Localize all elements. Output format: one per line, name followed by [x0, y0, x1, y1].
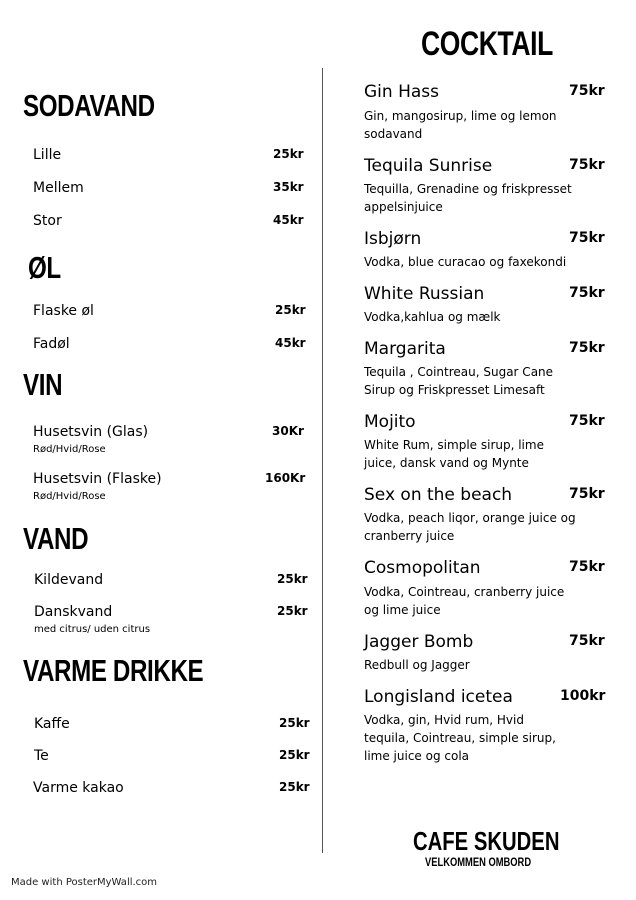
menu-item-price: 45kr — [273, 213, 304, 227]
menu-item-subtext: med citrus/ uden citrus — [34, 624, 151, 635]
menu-item-subtext: Rød/Hvid/Rose — [33, 444, 106, 455]
cocktail-price: 75kr — [569, 413, 605, 429]
cocktail-description: Tequilla, Grenadine og friskpresset appelsinjuice — [364, 182, 572, 214]
cocktail-price: 75kr — [569, 157, 605, 173]
menu-item-price: 30Kr — [272, 424, 304, 438]
menu-item-name: Kildevand — [34, 572, 104, 588]
menu-item-price: 25kr — [277, 572, 308, 586]
cocktail-name: Cosmopolitan — [364, 558, 481, 578]
cocktail-price: 75kr — [569, 559, 605, 575]
menu-item-name: Te — [34, 748, 49, 764]
section-heading-vand: VAND — [23, 521, 89, 556]
menu-item-name: Kaffe — [34, 716, 70, 732]
section-heading-cocktail: COCKTAIL — [421, 25, 553, 63]
menu-item-price: 35kr — [273, 180, 304, 194]
cocktail-price: 100kr — [560, 688, 606, 704]
menu-item-price: 25kr — [273, 147, 304, 161]
menu-item-subtext: Rød/Hvid/Rose — [33, 491, 106, 502]
menu-item-name: Lille — [33, 147, 62, 163]
cocktail-name: Gin Hass — [364, 82, 439, 102]
cocktail-name: Jagger Bomb — [364, 632, 474, 652]
cocktail-description: Tequila , Cointreau, Sugar Cane Sirup og Friskpresset Limesaft — [364, 365, 554, 397]
menu-item-name: Mellem — [33, 180, 84, 196]
cocktail-description: Vodka, Cointreau, cranberry juice og lime juice — [364, 585, 565, 617]
cocktail-name: Longisland icetea — [364, 687, 513, 707]
menu-item-price: 25kr — [279, 748, 310, 762]
cocktail-description: Redbull og Jagger — [364, 658, 470, 672]
cocktail-name: White Russian — [364, 284, 485, 304]
cocktail-description: Gin, mangosirup, lime og lemon sodavand — [364, 109, 557, 141]
menu-item-price: 160Kr — [265, 471, 306, 485]
cocktail-name: Sex on the beach — [364, 485, 513, 505]
menu-item-name: Husetsvin (Glas) — [33, 424, 149, 440]
menu-item-name: Danskvand — [34, 604, 113, 620]
cocktail-name: Isbjørn — [364, 229, 422, 249]
cocktail-description: Vodka, peach liqor, orange juice og cranberry juice — [364, 511, 576, 543]
cocktail-name: Tequila Sunrise — [364, 156, 493, 176]
menu-item-name: Stor — [33, 213, 62, 229]
brand-name: CAFE SKUDEN — [413, 826, 560, 856]
cocktail-price: 75kr — [569, 230, 605, 246]
menu-item-name: Husetsvin (Flaske) — [33, 471, 162, 487]
cocktail-description: White Rum, simple sirup, lime juice, dansk vand og Mynte — [364, 438, 544, 470]
cocktail-name: Margarita — [364, 339, 446, 359]
menu-item-name: Varme kakao — [33, 780, 124, 796]
menu-item-name: Flaske øl — [33, 303, 94, 319]
cocktail-price: 75kr — [569, 285, 605, 301]
menu-item-name: Fadøl — [33, 336, 70, 352]
section-heading-sodavand: SODAVAND — [23, 88, 155, 123]
column-divider — [322, 68, 323, 853]
section-heading-ol: ØL — [28, 250, 61, 285]
section-heading-varme-drikke: VARME DRIKKE — [23, 653, 204, 688]
menu-item-price: 25kr — [275, 303, 306, 317]
menu-item-price: 25kr — [279, 780, 310, 794]
section-heading-vin: VIN — [23, 367, 63, 402]
cocktail-price: 75kr — [569, 340, 605, 356]
cocktail-price: 75kr — [569, 633, 605, 649]
menu-item-price: 45kr — [275, 336, 306, 350]
cocktail-name: Mojito — [364, 412, 416, 432]
cocktail-price: 75kr — [569, 83, 605, 99]
cocktail-description: Vodka, blue curacao og faxekondi — [364, 255, 567, 269]
menu-item-price: 25kr — [279, 716, 310, 730]
cocktail-description: Vodka,kahlua og mælk — [364, 310, 501, 324]
footer-credit: Made with PosterMyWall.com — [11, 877, 158, 888]
cocktail-description: Vodka, gin, Hvid rum, Hvid tequila, Cointreau, simple sirup, lime juice og cola — [364, 713, 556, 763]
brand-tagline: VELKOMMEN OMBORD — [425, 855, 532, 869]
menu-item-price: 25kr — [277, 604, 308, 618]
cocktail-price: 75kr — [569, 486, 605, 502]
